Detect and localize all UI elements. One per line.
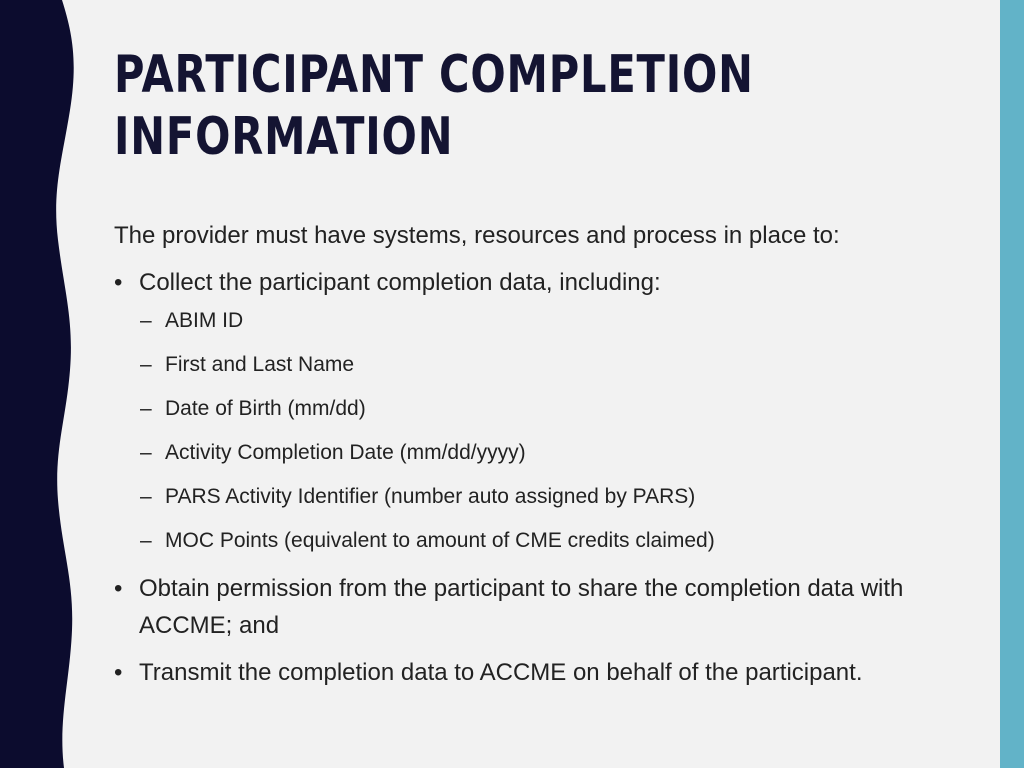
- bullet-item-collect: [114, 264, 954, 556]
- sub-item-pars-identifier: [114, 482, 954, 512]
- dash-icon: –: [140, 529, 152, 552]
- bullet-text: Collect the participant completion data, including:: [139, 269, 661, 296]
- sub-item-abim-id: [114, 306, 954, 336]
- bullet-list: [114, 264, 954, 691]
- bullet-icon: •: [114, 269, 123, 296]
- sub-item-text: Date of Birth (mm/dd): [165, 397, 366, 420]
- dash-icon: –: [140, 353, 152, 376]
- bullet-item-permission: [114, 570, 954, 644]
- dash-icon: –: [140, 485, 152, 508]
- sub-item-birth-date: [114, 394, 954, 424]
- bullet-text: Transmit the completion data to ACCME on behalf of the participant.: [139, 659, 863, 686]
- sub-list: [139, 306, 954, 556]
- bullet-icon: •: [114, 575, 123, 602]
- slide-title: PARTICIPANT COMPLETION INFORMATION: [114, 45, 754, 167]
- right-accent-bar: [1000, 0, 1024, 768]
- left-wave-band: [0, 0, 80, 768]
- dash-icon: –: [140, 441, 152, 464]
- sub-item-completion-date: [114, 438, 954, 468]
- sub-item-text: PARS Activity Identifier (number auto assigned by PARS): [165, 485, 696, 508]
- sub-item-moc-points: [114, 526, 954, 556]
- dash-icon: –: [140, 397, 152, 420]
- sub-item-text: First and Last Name: [165, 353, 355, 376]
- sub-item-text: MOC Points (equivalent to amount of CME credits claimed): [165, 529, 715, 552]
- slide-body: [114, 218, 954, 701]
- bullet-icon: •: [114, 659, 123, 686]
- sub-item-text: ABIM ID: [165, 309, 244, 332]
- intro-text: The provider must have systems, resources and process in place to:: [114, 222, 840, 249]
- bullet-text: Obtain permission from the participant to share the completion data with ACCME; and: [139, 575, 904, 639]
- sub-item-text: Activity Completion Date (mm/dd/yyyy): [165, 441, 526, 464]
- bullet-item-transmit: [114, 654, 954, 691]
- dash-icon: –: [140, 309, 152, 332]
- sub-item-name: [114, 350, 954, 380]
